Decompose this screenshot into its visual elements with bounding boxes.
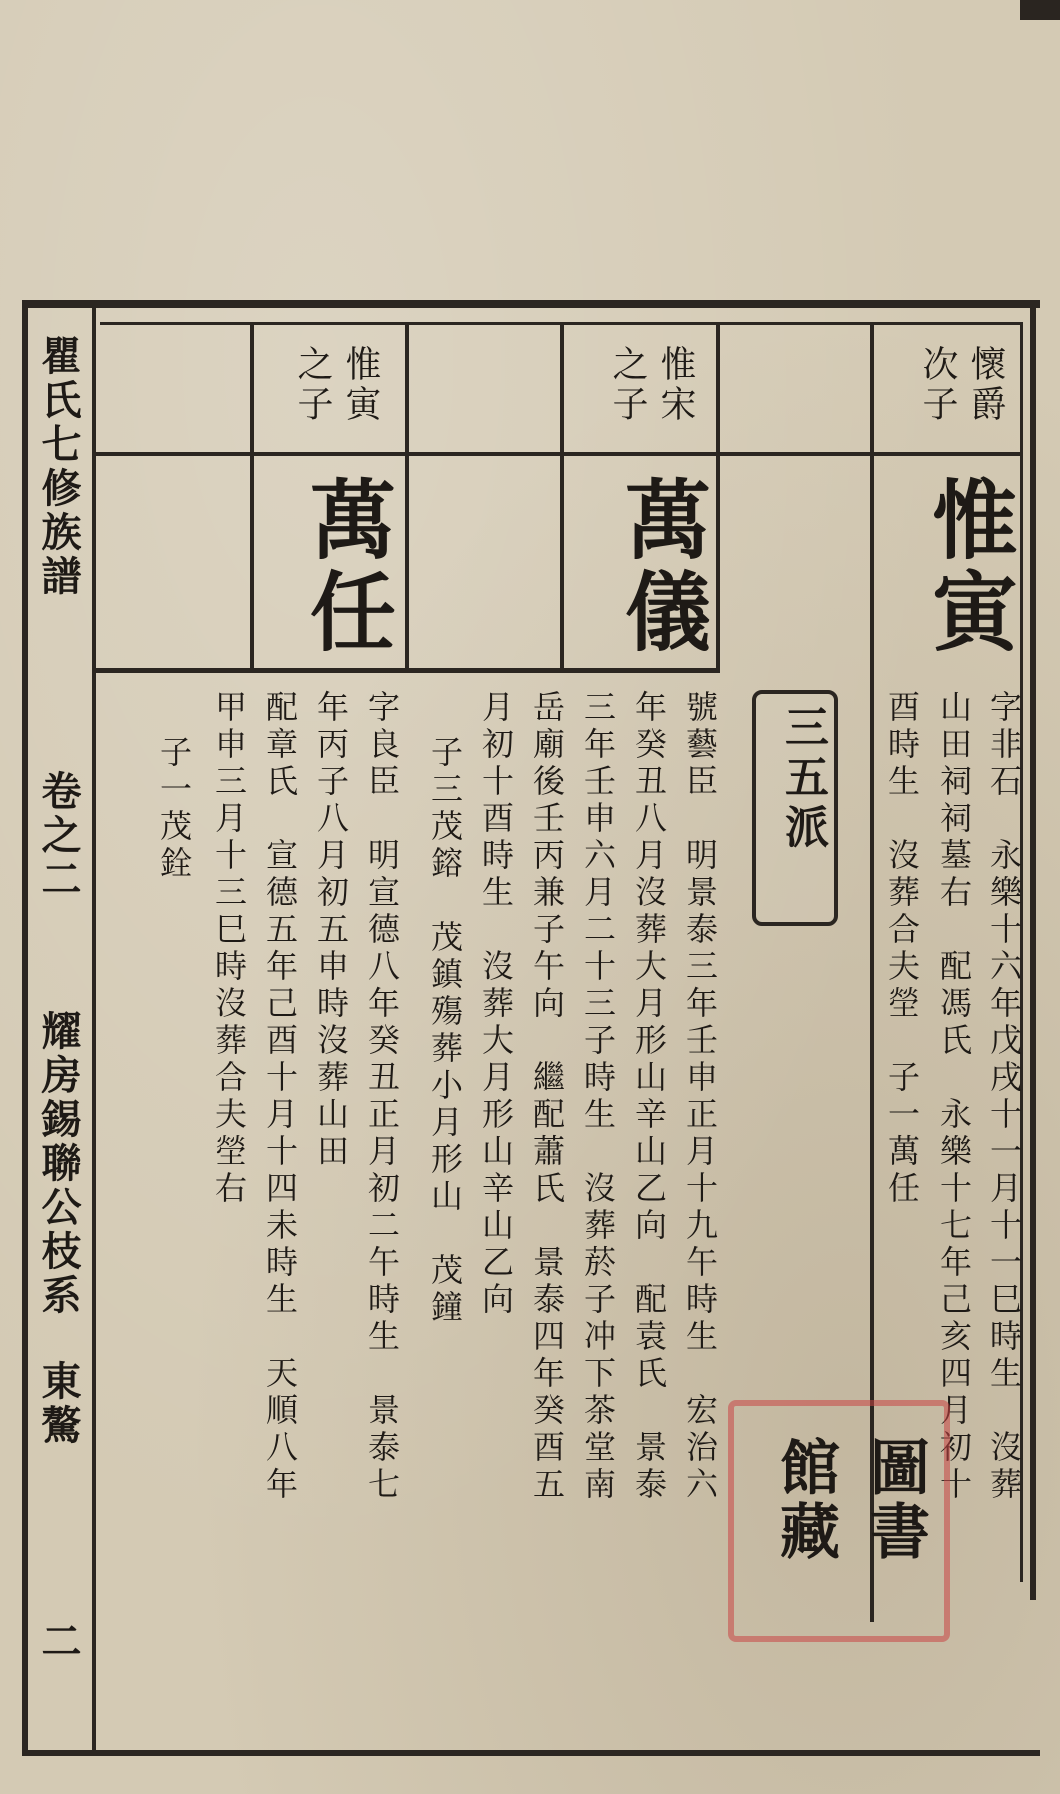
margin-branch: 耀房錫聯公枝系	[35, 1010, 82, 1318]
col2-text-line-5: 月初十酉時生 沒葬大月形山辛山乙向	[477, 690, 515, 1319]
col2-text-line-4: 岳廟後壬丙兼子午向 繼配蕭氏 景泰四年癸酉五	[528, 690, 566, 1504]
top-frame-line	[22, 300, 1040, 308]
margin-page-number: 二	[35, 1620, 82, 1664]
header-divider-line	[95, 452, 1020, 456]
column-divider-3	[560, 322, 564, 672]
left-frame-line	[22, 300, 28, 1756]
col3-text-line-5: 子一茂銓	[155, 735, 193, 883]
branch-stamp-text: 三五派	[777, 704, 828, 854]
col3-text-line-2: 年丙子八月初五申時沒葬山田	[312, 690, 350, 1171]
col2-parent-line-2: 之子	[607, 345, 648, 425]
col2-text-line-2: 年癸丑八月沒葬大月形山辛山乙向 配袁氏 景泰	[630, 690, 668, 1504]
branch-stamp	[752, 690, 838, 926]
col2-text-line-1: 號藝臣 明景泰三年壬申正月十九午時生 宏治六	[681, 690, 719, 1504]
col1-person-name: 惟寅	[917, 475, 1018, 659]
margin-section: 東驁	[35, 1360, 82, 1448]
col1-text-line-1: 字非石 永樂十六年戊戌十一月十一巳時生 沒葬	[985, 690, 1023, 1504]
col1-text-line-2: 山田祠祠墓右 配馮氏 永樂十七年己亥四月初十	[935, 690, 973, 1504]
margin-divider-line	[92, 300, 96, 1756]
bottom-frame-line	[22, 1750, 1040, 1756]
col1-parent-line-2: 次子	[917, 345, 958, 425]
page-edge	[1020, 0, 1060, 20]
col2-person-name: 萬儀	[610, 475, 711, 659]
col1-parent-line-1: 懷爵	[965, 345, 1006, 425]
col2-text-line-3: 三年壬申六月二十三子時生 沒葬菸子冲下茶堂南	[579, 690, 617, 1504]
col3-parent-line-1: 惟寅	[340, 345, 381, 425]
column-divider-5	[250, 322, 254, 672]
col2-parent-line-1: 惟宋	[655, 345, 696, 425]
library-seal	[728, 1400, 950, 1642]
col3-person-name: 萬任	[295, 475, 396, 659]
col3-text-line-4: 甲申三月十三巳時沒葬合夫塋右	[210, 690, 248, 1208]
col3-text-line-1: 字良臣 明宣德八年癸丑正月初二午時生 景泰七	[363, 690, 401, 1504]
margin-volume: 卷之二	[35, 770, 82, 902]
col2-text-line-6: 子三茂鎔 茂鎮殤葬小月形山 茂鐘	[426, 735, 464, 1327]
col3-text-line-3: 配章氏 宣德五年己酉十月十四未時生 天順八年	[261, 690, 299, 1504]
library-seal-right: 圖書	[860, 1436, 930, 1564]
library-seal-left: 館藏	[770, 1436, 840, 1564]
margin-title: 瞿氏七修族譜	[35, 335, 82, 599]
right-frame-line	[1030, 300, 1036, 1600]
col3-parent-line-2: 之子	[292, 345, 333, 425]
col1-text-line-3: 酉時生 沒葬合夫塋 子一萬任	[883, 690, 921, 1208]
